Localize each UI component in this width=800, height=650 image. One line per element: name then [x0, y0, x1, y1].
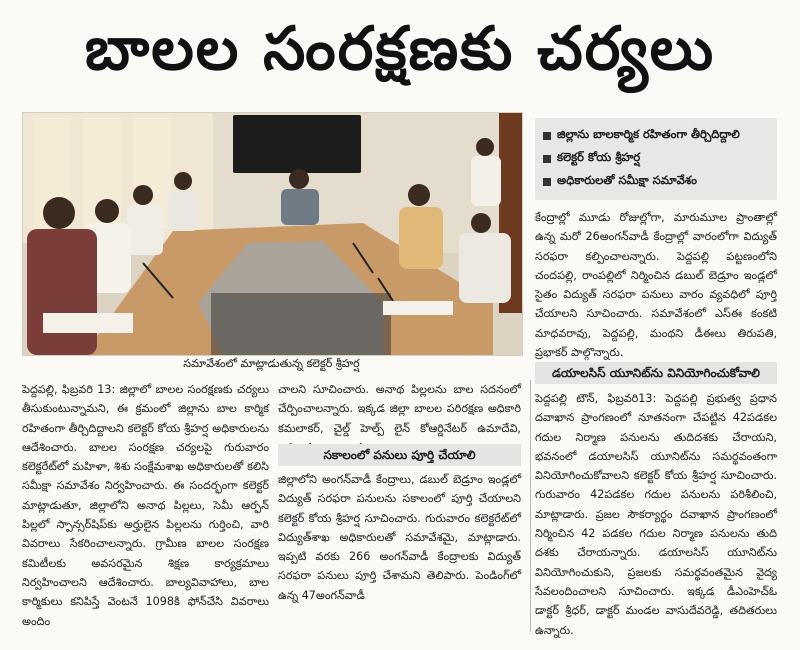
subheading-right: డయాలసిస్ యూనిట్‌ను వినియోగించుకోవాలి — [535, 362, 777, 384]
square-bullet-icon — [543, 178, 551, 186]
headline: బాలల సంరక్షణకు చర్యలు — [84, 14, 716, 84]
photo-caption: సమావేశంలో మాట్లాడుతున్న కలెక్టర్ శ్రీహర్ష — [183, 357, 360, 370]
highlight-text: అధికారులతో సమీక్షా సమావేశం — [557, 173, 697, 187]
article-paragraph: చాలని సూచించారు. అనాథ పిల్లలను బాల సదనంలో చేర్పించాలన్నారు. ఇక్కడ జిల్లా బాలల పరిరక్షణ అధికారి కమలాకర్, చైల్డ్ హెల్ప్ లైన్ కోఆర్డినేటర్ ఉమాదేవి, — [278, 383, 521, 435]
article-column-middle-bottom — [278, 470, 521, 638]
article-paragraph: జిల్లాలోని అంగన్‌వాడీ కేంద్రాలు, డబుల్ బెడ్రూం ఇండ్లలో విద్యుత్ సరఫరా పనులను సకాలంలో పూర్తి చేయాలని కలెక్టర్ కోయ శ్రీహర్ష సూచించారు. గురువారం కలెక్టరేట్‌లో విద్యుత్‌శాఖ అధికారులతో సమావేశమై, మాట్లాడారు. ఇప్పటి వరకు 266 అంగన్‌వాడీ కేంద్రాలకు విద్యుత్ సరఫరా పనులు పూర్తి చేశామని తెలిపారు. పెండింగ్‌లో ఉన్న 47అంగన్‌వాడీ — [278, 473, 521, 602]
article-paragraph: కేంద్రాల్లో మూడు రోజుల్లోగా, మారుమూల ప్రాంతాల్లో ఉన్న మరో 26అంగన్‌వాడీ కేంద్రాల్లో వారంలోగా విద్యుత్ సరఫరా కల్పించాలన్నారు. పెద్దపల్లి పట్టణంలోని చందపల్లి, రాంపల్లిలో నిర్మించిన డబుల్ బెడ్రూం ఇండ్లలో సైతం విద్యుత్ సరఫరా పనులు వారం వ్యవధిలో పూర్తి చేయాలని సూచించారు. సమావేశంలో ఎస్ఈ కంకటి మాధవరావు, పెద్దపల్లి, మంథని డీఈలు తిరుపతి, ప్రభాకర్ పాల్గొన్నారు. — [535, 211, 777, 360]
highlight-item — [543, 124, 769, 147]
article-column-right-bottom — [535, 389, 777, 638]
article-paragraph: పెద్దపల్లి టౌన్, ఫిబ్రవరి13: పెద్దపల్లి ప్రభుత్వ ప్రధాన దవాఖాన ప్రాంగణంలో నూతనంగా చేపట్టిన 42పడకల గదుల నిర్మాణ పనులను తుదిదశకు చేరాయని, భవనంలో డయాలసిస్ యూనిట్‌ను సమర్థవంతంగా వినియోగించుకోవాలని కలెక్టర్ కోయ శ్రీహర్ష సూచించారు. గురువారం 42పడకల గదుల పనులను పరిశీలించి, మాట్లాడారు. ప్రజల సౌకర్యార్థం దవాఖాన ప్రాంగణంలో నిర్మించిన 42 పడకల గదుల నిర్మాణ పనులను తుది దశకు చేరాయన్నారు. డయాలసిస్ యూనిట్‌ను వినియోగించుకుని, ప్రజలకు సమర్థవంతమైన వైద్య సేవలందించాలని సూచించారు. ఇక్కడ డీఎంహెచ్ఓ డాక్టర్ శ్రీధర్, డాక్టర్ మండల వాసుదేవరెడ్డి, తదితరులు ఉన్నారు. — [535, 392, 777, 637]
meeting-photo-illustration — [23, 113, 522, 355]
highlights-box — [535, 118, 777, 200]
square-bullet-icon — [543, 132, 551, 140]
highlight-text: జిల్లాను బాలకార్మిక రహితంగా తీర్చిదిద్దాలి — [557, 127, 740, 141]
article-column-right-top — [535, 208, 777, 362]
article-column-middle-top — [278, 380, 521, 440]
square-bullet-icon — [543, 155, 551, 163]
highlight-text: కలెక్టర్ కోయ శ్రీహర్ష — [557, 150, 641, 164]
article-column-left — [22, 380, 269, 638]
subheading-middle: సకాలంలో పనులు పూర్తి చేయాలి — [278, 444, 521, 466]
meeting-photo — [22, 112, 523, 356]
column-divider — [530, 380, 531, 632]
highlight-item — [543, 170, 769, 193]
highlight-item — [543, 147, 769, 170]
article-paragraph: పెద్దపల్లి, ఫిబ్రవరి 13: జిల్లాలో బాలల సంరక్షణకు చర్యలు తీసుకుంటున్నామని, ఈ క్రమంలో జిల్లాను బాల కార్మిక రహితంగా తీర్చిదిద్దాలని కలెక్టర్ కోయ శ్రీహర్ష అధికారులను ఆదేశించారు. బాలల సంరక్షణ చర్యలపై గురువారం కలెక్టరేట్‌లో మహిళా, శిశు సంక్షేమశాఖ అధికారులతో కలిసి సమీక్షా సమావేశం నిర్వహించారు. ఈ సందర్భంగా కలెక్టర్ మాట్లాడుతూ, జిల్లాలోని అనాథ పిల్లలు, సెమీ ఆర్ఫన్ పిల్లలో స్పాన్సర్‌షిప్‌కు అర్హులైన పిల్లలను గుర్తించి, వారి వివరాలు సేకరించాలన్నారు. గ్రామీణ బాలల సంరక్షణ కమిటీలకు అవసరమైన శిక్షణ కార్యక్రమాలు నిర్వహించాలని ఆదేశించారు. బాల్యవివాహాలు, బాల కార్మికులు కనిపిస్తే వెంటనే 1098కి ఫోన్‌చేసి వివరాలు అందిం — [22, 383, 269, 628]
